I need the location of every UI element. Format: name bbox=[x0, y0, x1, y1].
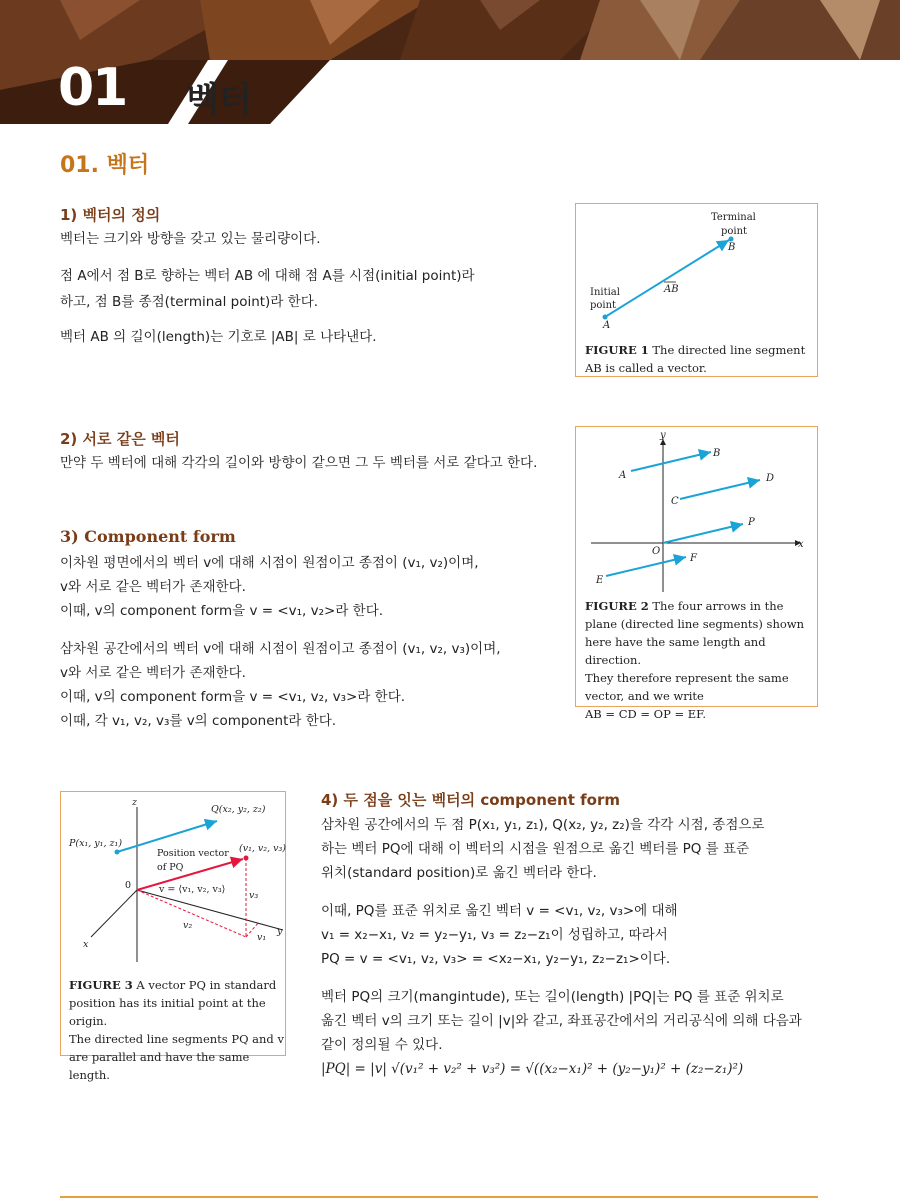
s4-line8: 옮긴 벡터 v의 크기 또는 길이 |v|와 같고, 좌표공간에서의 거리공식에 의해 다음과 bbox=[321, 1013, 802, 1029]
s3-line6: 이때, v의 component form을 v = <v₁, v₂, v₃>라 한다. bbox=[60, 689, 406, 705]
z-label: z bbox=[132, 797, 138, 808]
figure-2-caption-label: FIGURE 2 bbox=[585, 599, 649, 613]
caption-line: here have the same length and direction. bbox=[585, 635, 766, 667]
a-label: A bbox=[619, 470, 627, 481]
y-axis bbox=[137, 890, 283, 930]
s1-line2: 점 A에서 점 B로 향하는 벡터 AB 에 대해 점 A를 시점(initial point)라 bbox=[60, 268, 475, 284]
caption-line: are parallel and have the same length. bbox=[69, 1050, 250, 1082]
s4-line6: PQ = v = <v₁, v₂, v₃> = <x₂−x₁, y₂−y₁, z₂−z₁>이다. bbox=[321, 951, 671, 967]
banner-background bbox=[0, 0, 900, 124]
s4-line3: 위치(standard position)로 옮긴 벡터라 한다. bbox=[321, 865, 597, 881]
s3-line3: 이때, v의 component form을 v = <v₁, v₂>라 한다. bbox=[60, 603, 384, 619]
origin-label: 0 bbox=[125, 880, 132, 891]
figure-3-diagram bbox=[61, 792, 287, 972]
s1-line1: 벡터는 크기와 방향을 갖고 있는 물리량이다. bbox=[60, 231, 321, 247]
vector-op bbox=[663, 524, 743, 543]
figure-2-caption bbox=[585, 597, 817, 723]
initial-label: Initial bbox=[590, 287, 620, 298]
a-label: A bbox=[603, 320, 611, 331]
x-axis bbox=[91, 890, 137, 937]
s4-line9: 같이 정의될 수 있다. bbox=[321, 1037, 443, 1053]
x-axis-label: x bbox=[798, 539, 804, 550]
s4-line1: 삼차원 공간에서의 두 점 P(x₁, y₁, z₁), Q(x₂, y₂, z₂)을 각각 시점, 종점으로 bbox=[321, 817, 765, 833]
o-label: O bbox=[652, 546, 661, 557]
x-label: x bbox=[83, 939, 89, 950]
s4-line7: 벡터 PQ의 크기(mangintude), 또는 길이(length) |PQ|는 PQ 를 표준 위치로 bbox=[321, 989, 784, 1005]
s4-line4: 이때, PQ를 표준 위치로 옮긴 벡터 v = <v₁, v₂, v₃>에 대해 bbox=[321, 903, 678, 919]
d-label: D bbox=[766, 473, 775, 484]
figure-3-caption bbox=[69, 976, 285, 1084]
s3-line5: v와 서로 같은 벡터가 존재한다. bbox=[60, 665, 246, 681]
y-axis-label: y bbox=[660, 430, 666, 441]
ab-label: AB bbox=[664, 284, 679, 295]
s4-line5: v₁ = x₂−x₁, v₂ = y₂−y₁, v₃ = z₂−z₁이 성립하고, 따라서 bbox=[321, 927, 668, 943]
caption-line: The directed line segments PQ and v bbox=[69, 1032, 284, 1046]
section-title: 01. 벡터 bbox=[60, 153, 150, 178]
figure-1-caption-label: FIGURE 1 bbox=[585, 343, 649, 357]
terminal-label-2: point bbox=[721, 226, 748, 237]
figure-2-diagram bbox=[576, 427, 819, 597]
s4-line2: 하는 벡터 PQ에 대해 이 벡터의 시점을 원점으로 옮긴 벡터를 PQ 를 표준 bbox=[321, 841, 750, 857]
position-vector-label-2: of PQ bbox=[157, 862, 184, 873]
caption-line: position has its initial point at the origin. bbox=[69, 996, 266, 1028]
figure-1 bbox=[575, 203, 818, 377]
q-label: Q(x₂, y₂, z₂) bbox=[211, 804, 266, 815]
caption-line: plane (directed line segments) shown bbox=[585, 617, 805, 631]
figure-2 bbox=[575, 426, 818, 721]
y-label: y bbox=[277, 926, 283, 937]
b-label: B bbox=[728, 242, 736, 253]
chapter-title: 벡터 bbox=[186, 80, 252, 120]
s3-line4: 삼차원 공간에서의 벡터 v에 대해 시점이 원점이고 종점이 (v₁, v₂, v₃)이며, bbox=[60, 641, 501, 657]
s1-heading: 1) 벡터의 정의 bbox=[60, 206, 161, 224]
chapter-banner bbox=[0, 0, 900, 124]
v123-label: (v₁, v₂, v₃) bbox=[239, 843, 287, 854]
vector-ef bbox=[606, 557, 686, 576]
figure-1-caption-text: The directed line segment AB is called a vector. bbox=[585, 343, 806, 375]
initial-label-2: point bbox=[590, 300, 617, 311]
position-vector-label: Position vector bbox=[157, 848, 229, 859]
point-b-dot bbox=[729, 237, 734, 242]
s3-line1: 이차원 평면에서의 벡터 v에 대해 시점이 원점이고 종점이 (v₁, v₂)이며, bbox=[60, 555, 479, 571]
vdef-label: v = ⟨v₁, v₂, v₃⟩ bbox=[159, 884, 226, 895]
e-label: E bbox=[596, 575, 604, 586]
s2-line1: 만약 두 벡터에 대해 각각의 길이와 방향이 같으면 그 두 벡터를 서로 같다고 한다. bbox=[60, 455, 538, 471]
s3-line2: v와 서로 같은 벡터가 존재한다. bbox=[60, 579, 246, 595]
s3-line7: 이때, 각 v₁, v₂, v₃를 v의 component라 한다. bbox=[60, 713, 337, 729]
s1-line3: 하고, 점 B를 종점(terminal point)라 한다. bbox=[60, 294, 319, 310]
vector-ab-arrow bbox=[605, 240, 729, 317]
point-p-dot bbox=[115, 850, 120, 855]
point-a-dot bbox=[603, 315, 608, 320]
p-label: P(x₁, y₁, z₁) bbox=[69, 838, 123, 849]
figure-3-caption-label: FIGURE 3 bbox=[69, 978, 133, 992]
figure-3 bbox=[60, 791, 287, 1082]
f-label: F bbox=[690, 553, 697, 564]
v2-label: v₂ bbox=[183, 920, 193, 931]
caption-line: AB = CD = OP = EF. bbox=[585, 707, 707, 721]
s4-heading: 4) 두 점을 잇는 벡터의 component form bbox=[321, 791, 620, 809]
vector-ab bbox=[631, 452, 711, 471]
v1-label: v₁ bbox=[257, 932, 267, 943]
b-label: B bbox=[713, 448, 721, 459]
caption-line: vector, and we write bbox=[585, 689, 704, 703]
figure-1-caption bbox=[585, 341, 815, 377]
p-label: P bbox=[748, 517, 755, 528]
s2-heading: 2) 서로 같은 벡터 bbox=[60, 430, 180, 448]
caption-line: They therefore represent the same bbox=[585, 671, 789, 685]
footer-rule bbox=[60, 1196, 818, 1198]
caption-line: A vector PQ in standard bbox=[136, 978, 277, 992]
c-label: C bbox=[671, 496, 679, 507]
chapter-number: 01 bbox=[58, 58, 127, 118]
s1-line4: 벡터 AB 의 길이(length)는 기호로 |AB| 로 나타낸다. bbox=[60, 329, 377, 345]
vector-cd bbox=[680, 480, 760, 499]
caption-line: The four arrows in the bbox=[652, 599, 784, 613]
s3-heading: 3) Component form bbox=[60, 527, 236, 546]
v3-label: v₃ bbox=[249, 890, 259, 901]
terminal-label: Terminal bbox=[711, 212, 756, 223]
s4-formula: |PQ| = |v| √(v₁² + v₂² + v₃²) = √((x₂−x₁)² + (y₂−y₁)² + (z₂−z₁)²) bbox=[321, 1061, 744, 1077]
